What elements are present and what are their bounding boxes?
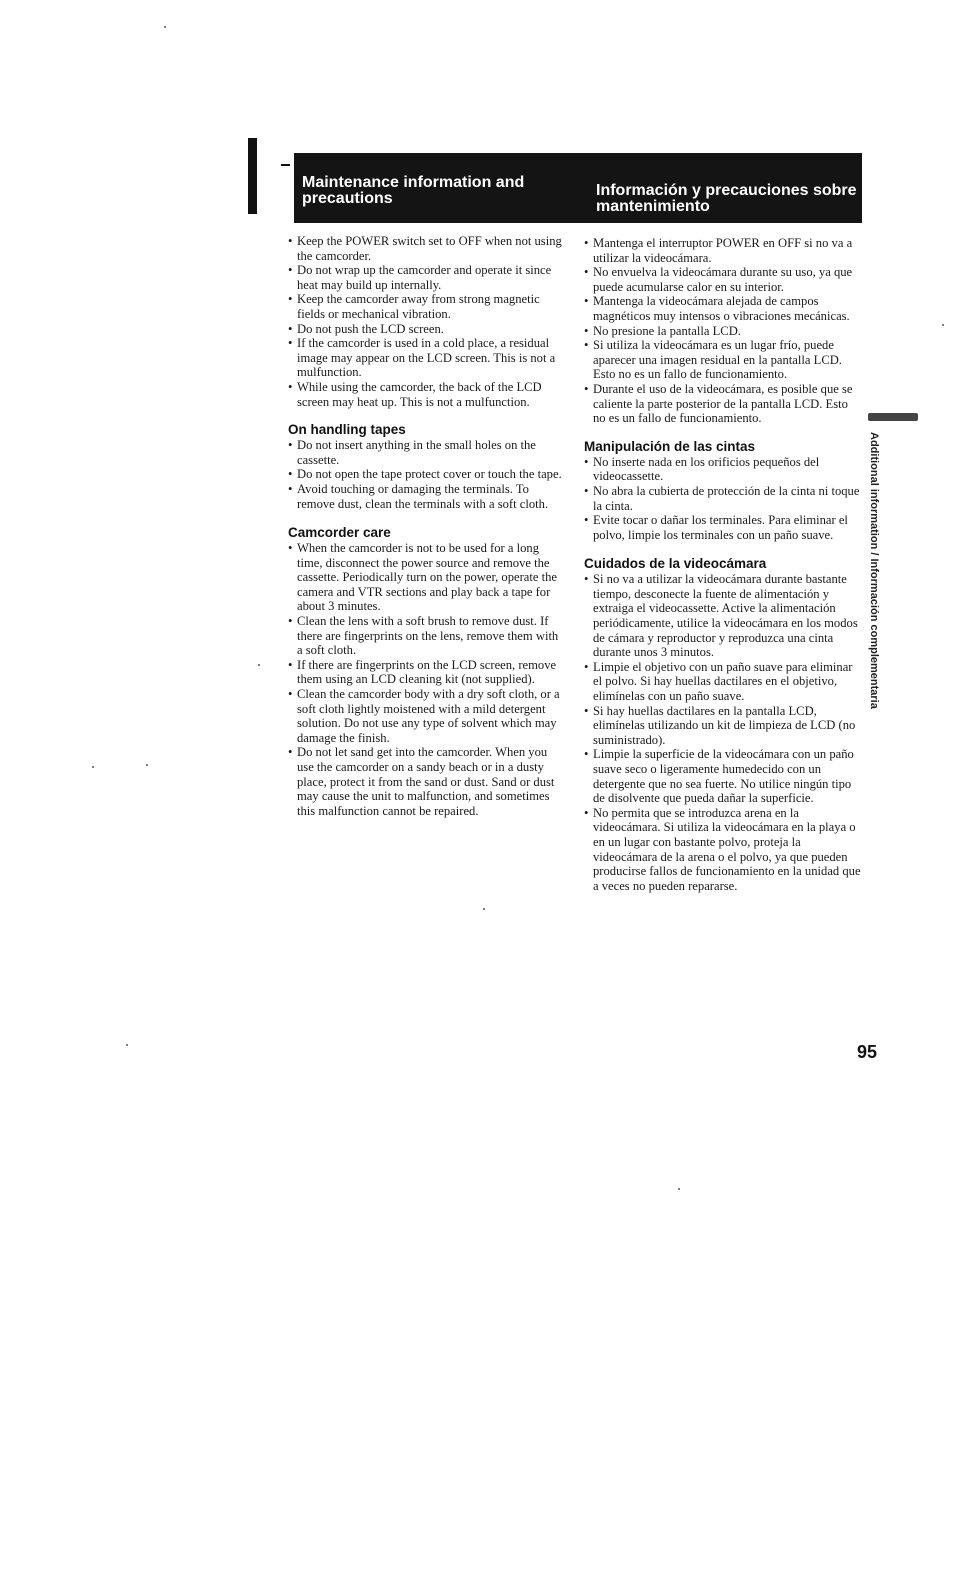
english-intro-list xyxy=(288,234,562,409)
list-item: • Si utiliza la videocámara es un lugar frío, puede aparecer una imagen residual en la pantalla LCD. Esto no es un fallo de funcionamiento. xyxy=(584,338,862,382)
list-item: • Mantenga el interruptor POWER en OFF si no va a utilizar la videocámara. xyxy=(584,236,862,265)
list-item: • Limpie el objetivo con un paño suave para eliminar el polvo. Si hay huellas dactilares en el objetivo, elimínelas con un paño suave. xyxy=(584,660,862,704)
scan-speck xyxy=(164,26,166,28)
list-item: • Keep the camcorder away from strong magnetic fields or mechanical vibration. xyxy=(288,292,562,321)
section-marker-dash xyxy=(281,164,290,166)
care-heading-spanish: Cuidados de la videocámara xyxy=(584,556,767,572)
list-item: • Keep the POWER switch set to OFF when not using the camcorder. xyxy=(288,234,562,263)
list-item: • While using the camcorder, the back of the LCD screen may heat up. This is not a mulfunction. xyxy=(288,380,562,409)
list-item: • When the camcorder is not to be used for a long time, disconnect the power source and remove the cassette. Periodically turn on the power, operate the camera and VTR sections and play back a tape for about 3 minutes. xyxy=(288,541,562,614)
list-item: • Clean the camcorder body with a dry soft cloth, or a soft cloth lightly moistened with a mild detergent solution. Do not use any type of solvent which may damage the finish. xyxy=(288,687,562,745)
list-item: • Do not push the LCD screen. xyxy=(288,322,562,337)
list-item: • No presione la pantalla LCD. xyxy=(584,324,862,339)
list-item: • No envuelva la videocámara durante su uso, ya que puede acumularse calor en su interior. xyxy=(584,265,862,294)
english-care-list xyxy=(288,541,562,818)
list-item: • If there are fingerprints on the LCD screen, remove them using an LCD cleaning kit (not supplied). xyxy=(288,658,562,687)
page-number: 95 xyxy=(857,1042,878,1062)
list-item: • Durante el uso de la videocámara, es posible que se caliente la parte posterior de la pantalla LCD. Esto no es un fallo de funcionamiento. xyxy=(584,382,862,426)
scan-speck xyxy=(92,766,94,768)
english-tapes-list xyxy=(288,438,562,511)
list-item: • Evite tocar o dañar los terminales. Para eliminar el polvo, limpie los terminales con un paño suave. xyxy=(584,513,862,542)
list-item: • Mantenga la videocámara alejada de campos magnéticos muy intensos o vibraciones mecánicas. xyxy=(584,294,862,323)
spanish-tapes-list xyxy=(584,455,862,543)
english-column xyxy=(288,234,562,818)
sidebar-section-label: Additional information / Información complementaria xyxy=(868,432,880,709)
section-header-bar xyxy=(294,153,862,223)
list-item: • Limpie la superficie de la videocámara con un paño suave seco o ligeramente humedecido con un detergente que no sea fuerte. No utilice ningún tipo de disolvente que pueda dañar la superficie. xyxy=(584,747,862,805)
header-title-spanish: Información y precauciones sobre mantenimiento xyxy=(596,182,857,215)
list-item: • Do not open the tape protect cover or touch the tape. xyxy=(288,467,562,482)
spanish-care-list xyxy=(584,572,862,893)
spanish-intro-list xyxy=(584,236,862,426)
scan-speck xyxy=(146,764,148,766)
care-heading-english: Camcorder care xyxy=(288,525,391,541)
list-item: • No abra la cubierta de protección de la cinta ni toque la cinta. xyxy=(584,484,862,513)
list-item: • Do not wrap up the camcorder and operate it since heat may build up internally. xyxy=(288,263,562,292)
header-title-english: Maintenance information and precautions xyxy=(302,174,525,207)
list-item: • Clean the lens with a soft brush to remove dust. If there are fingerprints on the lens, remove them with a soft cloth. xyxy=(288,614,562,658)
tapes-heading-spanish: Manipulación de las cintas xyxy=(584,438,756,454)
scan-speck xyxy=(258,664,260,666)
list-item: • Do not insert anything in the small holes on the cassette. xyxy=(288,438,562,467)
section-marker-bar xyxy=(248,138,257,214)
scan-speck xyxy=(483,908,485,910)
list-item: • Do not let sand get into the camcorder. When you use the camcorder on a sandy beach or in a dusty place, protect it from the sand or dust. Sand or dust may cause the unit to malfunction, and sometimes this malfunction cannot be repaired. xyxy=(288,745,562,818)
scan-speck xyxy=(126,1044,128,1046)
thumb-index-tab xyxy=(868,413,918,421)
list-item: • Avoid touching or damaging the terminals. To remove dust, clean the terminals with a soft cloth. xyxy=(288,482,562,511)
scan-speck xyxy=(678,1188,680,1190)
list-item: • If the camcorder is used in a cold place, a residual image may appear on the LCD screen. This is not a mulfunction. xyxy=(288,336,562,380)
scan-speck xyxy=(942,324,944,326)
list-item: • No permita que se introduzca arena en la videocámara. Si utiliza la videocámara en la playa o en un lugar con bastante polvo, proteja la videocámara de la arena o el polvo, ya que pueden producirse fallos de funcionamiento en la unidad que a veces no pueden repararse. xyxy=(584,806,862,894)
list-item: • Si hay huellas dactilares en la pantalla LCD, elimínelas utilizando un kit de limpieza de LCD (no suministrado). xyxy=(584,704,862,748)
list-item: • No inserte nada en los orificios pequeños del videocassette. xyxy=(584,455,862,484)
tapes-heading-english: On handling tapes xyxy=(288,422,406,438)
list-item: • Si no va a utilizar la videocámara durante bastante tiempo, desconecte la fuente de alimentación y extraiga el videocassette. Active la alimentación periódicamente, utilice la videocámara en los modos de cámara y reproductor y reproduzca una cinta durante unos 3 minutos. xyxy=(584,572,862,660)
spanish-column xyxy=(584,236,862,893)
